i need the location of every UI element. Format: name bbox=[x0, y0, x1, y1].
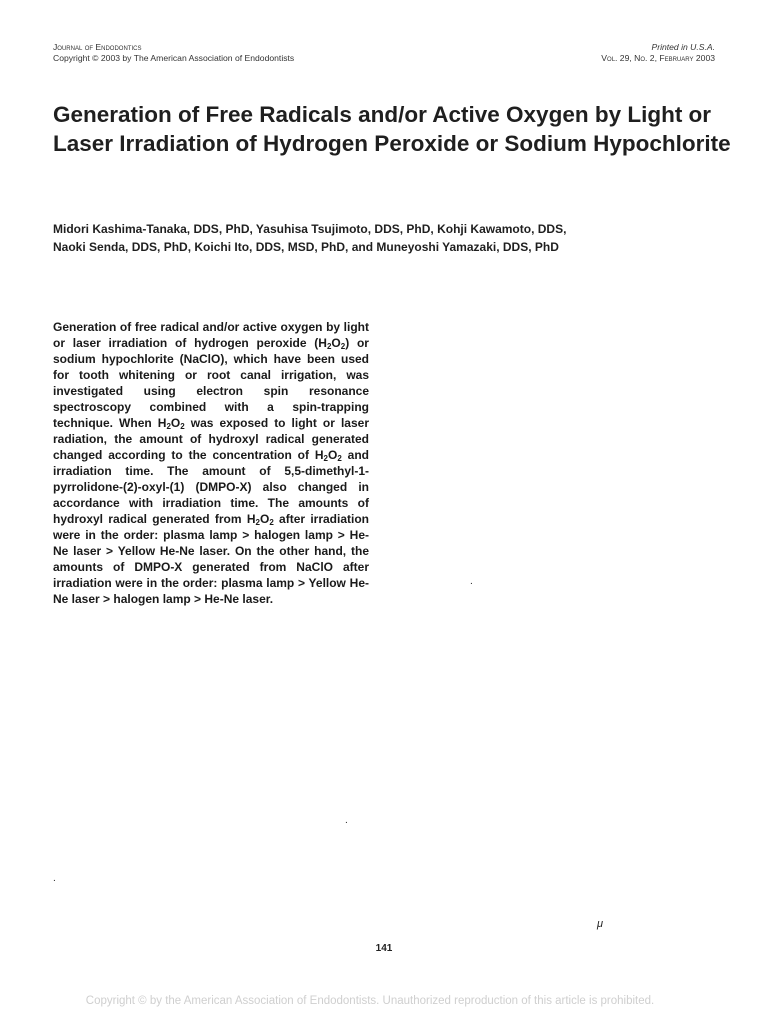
stray-dot: . bbox=[470, 576, 473, 587]
copyright-footer: Copyright © by the American Association of Endodontists. Unauthorized reproduction of this article is prohibited. bbox=[85, 995, 655, 1007]
formula-h2o2: $H_2O_2$ bbox=[246, 512, 274, 527]
formula-h2o2: $H_2O_2$ bbox=[318, 336, 346, 351]
volume-info: Vol. 29, No. 2, February 2003 bbox=[601, 53, 715, 63]
article-title: Generation of Free Radicals and/or Active Oxygen by Light or Laser Irradiation of Hydrogen Peroxide or Sodium Hypochlorite bbox=[53, 102, 731, 156]
formula-h2o2: $H_2O_2$ bbox=[314, 448, 342, 463]
formula-h2o2: $H_2O_2$ bbox=[157, 416, 185, 431]
abstract-text: Generation of free radical and/or active oxygen by light or laser irradiation of hydrogen peroxide $(H_2O_2)$ or sodium hypochlorite (NaClO), which have been used for tooth whitening or root canal irrigation, was investigated using electron spin resonance spectroscopy combined with a spin-trapping technique. When $H_2O_2$ was exposed to light or laser radiation, the amount of hydroxyl radical generated changed according to the concentration of $H_2O_2$ and irradiation time. The amount of 5,5-dimethyl-1-pyrrolidone-(2)-oxyl-(1) (DMPO-X) also changed in accordance with irradiation time. The amounts of hydroxyl radical generated from $H_2O_2$ after irradiation were in the order: plasma lamp > halogen lamp > He-Ne laser > Yellow He-Ne laser. On the other hand, the amounts of DMPO-X generated from NaClO after irradiation were in the order: plasma lamp > Yellow He-Ne laser > halogen lamp > He-Ne laser. bbox=[53, 320, 370, 606]
running-header-right bbox=[601, 42, 715, 64]
running-header-left bbox=[53, 42, 294, 64]
printed-in: Printed in U.S.A. bbox=[651, 42, 715, 52]
stray-dot: . bbox=[345, 815, 348, 826]
authors-line-1: Midori Kashima-Tanaka, DDS, PhD, Yasuhisa Tsujimoto, DDS, PhD, Kohji Kawamoto, DDS, bbox=[53, 222, 567, 236]
journal-name: Journal of Endodontics bbox=[53, 42, 142, 52]
mu-symbol: μ bbox=[597, 918, 604, 930]
authors-line-2: Naoki Senda, DDS, PhD, Koichi Ito, DDS, MSD, PhD, and Muneyoshi Yamazaki, DDS, PhD bbox=[53, 240, 559, 254]
author-list bbox=[53, 220, 713, 256]
abstract bbox=[53, 319, 369, 607]
page-number: 141 bbox=[375, 943, 393, 954]
copyright-line: Copyright © 2003 by The American Association of Endodontists bbox=[53, 53, 295, 63]
stray-dot: . bbox=[53, 873, 56, 884]
